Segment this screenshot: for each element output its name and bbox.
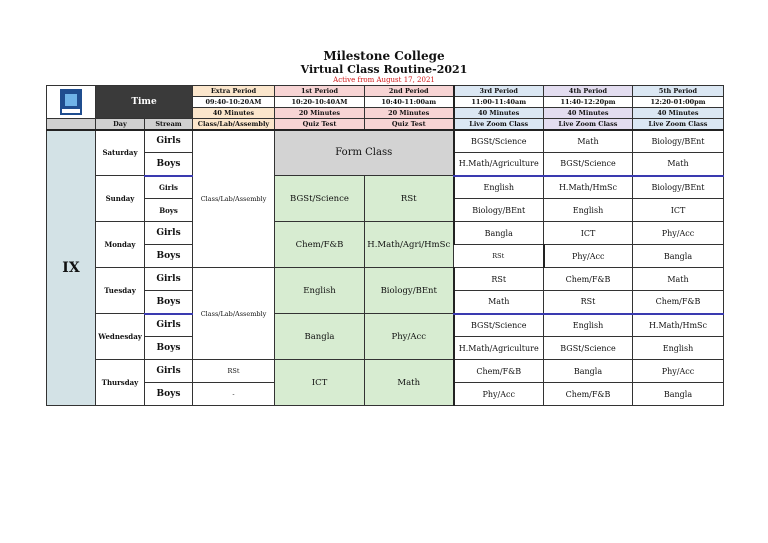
quiz-cell: RSt (365, 176, 454, 222)
period-type: Quiz Test (365, 119, 454, 130)
live-cell: Bangla (544, 360, 633, 383)
day-label: Thursday (96, 360, 145, 406)
stream-label: Girls (145, 314, 193, 337)
grade-label: IX (47, 130, 96, 406)
period-name: 4th Period (544, 86, 633, 97)
live-cell: Phy/Acc (633, 360, 724, 383)
period-duration: 40 Minutes (544, 108, 633, 119)
period-type: Class/Lab/Assembly (193, 119, 275, 130)
time-header: Time (96, 86, 193, 119)
live-cell: BGSt/Science (454, 314, 544, 337)
period-duration: 20 Minutes (365, 108, 454, 119)
stream-label: Boys (145, 383, 193, 406)
period-name: Extra Period (193, 86, 275, 97)
logo-caption (47, 119, 96, 130)
period-duration: 40 Minutes (454, 108, 544, 119)
period-time: 12:20-01:00pm (633, 97, 724, 108)
live-cell: Chem/F&B (544, 383, 633, 406)
period-type: Quiz Test (275, 119, 365, 130)
quiz-cell: Biology/BEnt (365, 268, 454, 314)
day-header: Day (96, 119, 145, 130)
stream-label: Girls (145, 268, 193, 291)
live-cell: BGSt/Science (544, 337, 633, 360)
period-time: 11:40-12:20pm (544, 97, 633, 108)
quiz-cell: ICT (275, 360, 365, 406)
live-cell: ICT (544, 222, 633, 245)
period-duration: 40 Minutes (193, 108, 275, 119)
quiz-cell: Chem/F&B (275, 222, 365, 268)
live-cell: Biology/BEnt (633, 176, 724, 199)
live-cell: Chem/F&B (544, 268, 633, 291)
live-cell: BGSt/Science (454, 130, 544, 153)
college-logo-icon (60, 89, 82, 115)
live-cell: Biology/BEnt (633, 130, 724, 153)
extra-cell: - (193, 383, 275, 406)
live-cell: Chem/F&B (454, 360, 544, 383)
quiz-cell: Phy/Acc (365, 314, 454, 360)
period-type: Live Zoom Class (544, 119, 633, 130)
live-cell: H.Math/HmSc (544, 176, 633, 199)
live-cell: ICT (633, 199, 724, 222)
period-name: 3rd Period (454, 86, 544, 97)
stream-label: Girls (145, 176, 193, 199)
day-label: Sunday (96, 176, 145, 222)
period-name: 2nd Period (365, 86, 454, 97)
live-cell: Phy/Acc (454, 383, 544, 406)
extra-cell: RSt (193, 360, 275, 383)
live-cell: English (544, 199, 633, 222)
live-cell: H.Math/Agriculture (454, 153, 544, 176)
live-cell: Phy/Acc (633, 222, 724, 245)
period-duration: 20 Minutes (275, 108, 365, 119)
live-cell: Bangla (454, 222, 544, 245)
live-cell: Chem/F&B (633, 291, 724, 314)
live-cell: BGSt/Science (544, 153, 633, 176)
live-cell: Math (544, 130, 633, 153)
live-cell: Bangla (633, 245, 724, 268)
live-cell: RSt (454, 268, 544, 291)
period-duration: 40 Minutes (633, 108, 724, 119)
stream-label: Boys (145, 245, 193, 268)
stream-label: Girls (145, 360, 193, 383)
routine-subtitle: Virtual Class Routine-2021 (300, 63, 468, 76)
live-cell: RSt (544, 291, 633, 314)
stream-label: Girls (145, 222, 193, 245)
form-class-cell: Form Class (275, 130, 454, 176)
period-time: 10:20-10:40AM (275, 97, 365, 108)
live-cell: Bangla (633, 383, 724, 406)
stream-label: Boys (145, 199, 193, 222)
stream-label: Boys (145, 153, 193, 176)
live-cell: Math (633, 268, 724, 291)
live-cell: English (454, 176, 544, 199)
stream-label: Boys (145, 291, 193, 314)
period-time: 10:40-11:00am (365, 97, 454, 108)
live-cell: English (633, 337, 724, 360)
live-cell: H.Math/Agriculture (454, 337, 544, 360)
quiz-cell: BGSt/Science (275, 176, 365, 222)
stream-header: Stream (145, 119, 193, 130)
live-cell: Phy/Acc (544, 245, 633, 268)
routine-table (46, 85, 724, 406)
day-label: Tuesday (96, 268, 145, 314)
live-cell: Math (454, 291, 544, 314)
period-type: Live Zoom Class (633, 119, 724, 130)
live-cell: H.Math/HmSc (633, 314, 724, 337)
extra-cell: Class/Lab/Assembly (193, 130, 275, 268)
stream-label: Girls (145, 130, 193, 153)
day-label: Saturday (96, 130, 145, 176)
stream-label: Boys (145, 337, 193, 360)
period-time: 11:00-11:40am (454, 97, 544, 108)
extra-cell: Class/Lab/Assembly (193, 268, 275, 360)
live-cell: English (544, 314, 633, 337)
college-title: Milestone College (323, 49, 445, 63)
day-label: Monday (96, 222, 145, 268)
extra-cell: RSt (454, 245, 544, 268)
quiz-cell: English (275, 268, 365, 314)
quiz-cell: Bangla (275, 314, 365, 360)
quiz-cell: Math (365, 360, 454, 406)
period-time: 09:40-10:20AM (193, 97, 275, 108)
active-note: Active from August 17, 2021 (333, 76, 435, 84)
period-name: 1st Period (275, 86, 365, 97)
period-name: 5th Period (633, 86, 724, 97)
period-type: Live Zoom Class (454, 119, 544, 130)
college-logo (47, 86, 96, 119)
live-cell: Biology/BEnt (454, 199, 544, 222)
live-cell: Math (633, 153, 724, 176)
quiz-cell: H.Math/Agri/HmSc (365, 222, 454, 268)
day-label: Wednesday (96, 314, 145, 360)
